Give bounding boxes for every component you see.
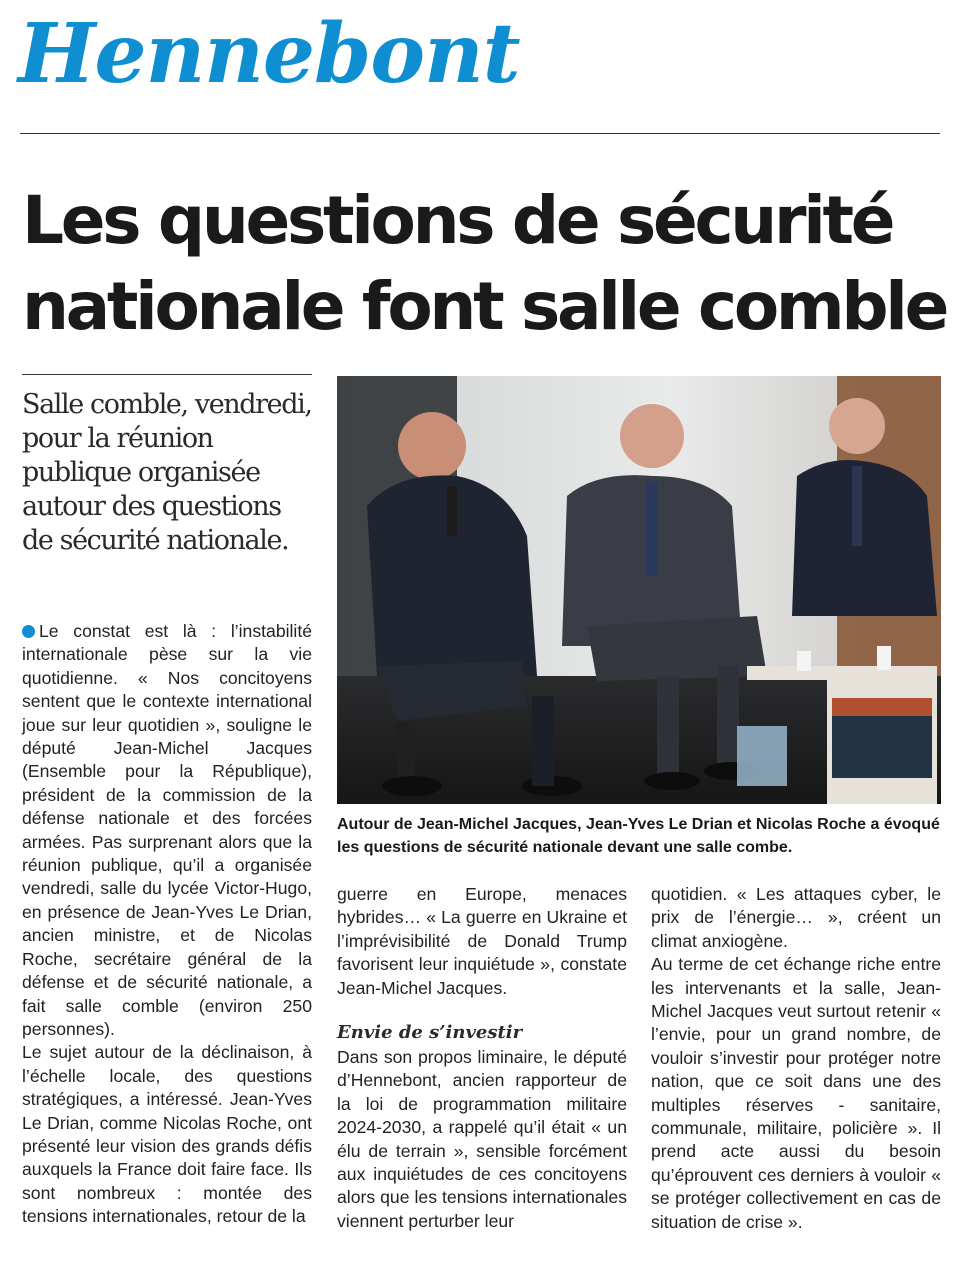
- chapo-divider: [22, 374, 312, 375]
- article-headline: Les questions de sécurité nationale font salle comble: [22, 182, 947, 345]
- intertitle: Envie de s’investir: [337, 1022, 523, 1044]
- article-chapo: Salle comble, vendredi, pour la réunion publique organisée autour des questions de sécurité nationale.: [22, 389, 312, 556]
- article-column-2: [337, 883, 627, 1233]
- paragraph: Au terme de cet échange riche entre les intervenants et la salle, Jean-Michel Jacques veut surtout retenir « l’envie, pour un grand nombre, de vouloir s’investir pour protéger notre nation, que ce soit dans une des multiples réserves - sanitaire, communale, militaire, policière ». Il prend acte aussi du besoin qu’éprouvent ces derniers à vouloir « se protéger collectivement en cas de situation de crise ».: [651, 954, 941, 1232]
- top-divider: [20, 133, 940, 134]
- paragraph: guerre en Europe, menaces hybrides… « La guerre en Ukraine et l’imprévisibilité de Donald Trump favorisent leur inquiétude », constate Jean-Michel Jacques.: [337, 884, 627, 998]
- photo-caption: Autour de Jean-Michel Jacques, Jean-Yves Le Drian et Nicolas Roche a évoqué les questions de sécurité nationale devant une salle combe.: [337, 816, 940, 856]
- masthead-title: Hennebont: [18, 6, 520, 102]
- article-column-3: [651, 883, 941, 1234]
- article-column-1: [22, 620, 312, 1229]
- article-photo: [337, 376, 941, 804]
- paragraph: quotidien. « Les attaques cyber, le prix de l’énergie… », créent un climat anxiogène.: [651, 884, 941, 951]
- paragraph-lead-text: Le constat est là : l’instabilité internationale pèse sur la vie quotidienne. « Nos concitoyens sentent que le contexte international joue sur leur quotidien », souligne le député Jean-Michel Jacques (Ensemble pour la République), président de la commission de la défense nationale et des forcées armées. Pas surprenant alors que la réunion publique, qu’il a organisée vendredi, salle du lycée Victor-Hugo, en présence de Jean-Yves Le Drian, ancien ministre, et de Nicolas Roche, secrétaire général de la défense et de sécurité nationale, a fait salle comble (environ 250 personnes).: [22, 621, 312, 1039]
- paragraph: Le sujet autour de la déclinaison, à l’échelle locale, des questions stratégiques, a intéressé. Jean-Yves Le Drian, comme Nicolas Roche, ont présenté leur vision des grands défis auxquels la France doit faire face. Ils sont nombreux : montée des tensions internationales, retour de la: [22, 1042, 312, 1227]
- paragraph: Dans son propos liminaire, le député d’Hennebont, ancien rapporteur de la loi de programmation militaire 2024-2030, a rappelé qu’il était « un élu de terrain », sensible forcément aux inquiétudes de ces concitoyens alors que les tensions internationales viennent perturber leur: [337, 1047, 627, 1231]
- paragraph-lead: [22, 620, 312, 1041]
- bullet-icon: [22, 625, 35, 638]
